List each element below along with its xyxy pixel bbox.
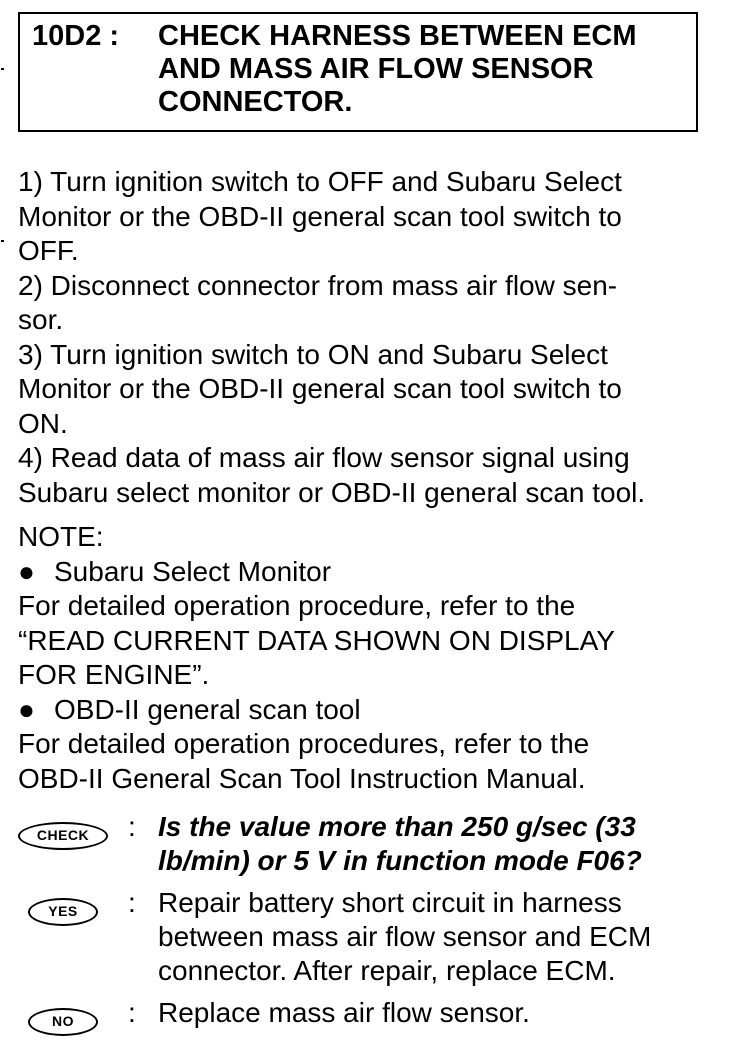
note-line: FOR ENGINE”. xyxy=(18,659,210,690)
question-line: Is the value more than 250 g/sec (33 xyxy=(158,811,636,842)
note-section xyxy=(18,520,700,796)
bullet-icon: ● xyxy=(18,555,35,587)
note-item-label: Subaru Select Monitor xyxy=(54,555,332,587)
note-line: For detailed operation procedure, refer to the xyxy=(18,590,576,621)
title-line: AND MASS AIR FLOW SENSOR xyxy=(158,53,594,85)
step-line: sor. xyxy=(18,304,64,335)
bullet-icon: ● xyxy=(18,693,35,725)
step-line: Monitor or the OBD-II general scan tool switch to xyxy=(18,373,622,404)
badge-cell xyxy=(18,810,128,850)
section-title-box xyxy=(18,12,698,132)
no-action xyxy=(158,996,700,1030)
check-question xyxy=(158,810,700,878)
result-colon: : xyxy=(128,997,136,1028)
note-line: For detailed operation procedures, refer to the xyxy=(18,728,590,759)
document-page xyxy=(18,12,700,1044)
yes-badge-icon: YES xyxy=(28,898,98,926)
note-item xyxy=(18,693,700,728)
title-line: CHECK HARNESS BETWEEN ECM xyxy=(158,20,637,52)
yes-row xyxy=(18,886,700,988)
action-line: connector. After repair, replace ECM. xyxy=(158,955,616,986)
step-line: 2) Disconnect connector from mass air flow sen- xyxy=(18,269,618,301)
no-row xyxy=(18,996,700,1036)
step-line: Monitor or the OBD-II general scan tool switch to xyxy=(18,200,622,232)
no-badge-icon: NO xyxy=(28,1008,98,1036)
action-line: Replace mass air flow sensor. xyxy=(158,997,530,1028)
question-line: lb/min) or 5 V in function mode F06? xyxy=(158,845,642,876)
action-line: Repair battery short circuit in harness xyxy=(158,887,622,918)
note-line: OBD-II General Scan Tool Instruction Manual. xyxy=(18,762,586,794)
note-heading: NOTE: xyxy=(18,521,104,552)
title-line: CONNECTOR. xyxy=(158,86,353,118)
step-line: OFF. xyxy=(18,235,79,266)
step-line: Subaru select monitor or OBD-II general scan tool. xyxy=(18,476,646,508)
section-title xyxy=(158,20,684,130)
check-badge-icon: CHECK xyxy=(18,822,108,850)
step-line: 1) Turn ignition switch to OFF and Subaru Select xyxy=(18,166,622,197)
section-code: 10D2 : xyxy=(32,20,120,52)
margin-mark xyxy=(1,240,4,242)
note-item-label: OBD-II general scan tool xyxy=(54,693,361,725)
step-line: ON. xyxy=(18,407,68,439)
step-line: 4) Read data of mass air flow sensor signal using xyxy=(18,442,630,473)
result-colon: : xyxy=(128,887,136,918)
check-results xyxy=(18,810,700,1036)
note-line: “READ CURRENT DATA SHOWN ON DISPLAY xyxy=(18,624,615,656)
step-line: 3) Turn ignition switch to ON and Subaru Select xyxy=(18,338,608,370)
note-item xyxy=(18,555,700,590)
badge-cell xyxy=(18,996,128,1036)
action-line: between mass air flow sensor and ECM xyxy=(158,921,652,952)
margin-mark xyxy=(1,68,4,70)
result-colon: : xyxy=(128,811,136,842)
badge-cell xyxy=(18,886,128,926)
procedure-steps xyxy=(18,165,700,510)
yes-action xyxy=(158,886,700,988)
check-row xyxy=(18,810,700,878)
